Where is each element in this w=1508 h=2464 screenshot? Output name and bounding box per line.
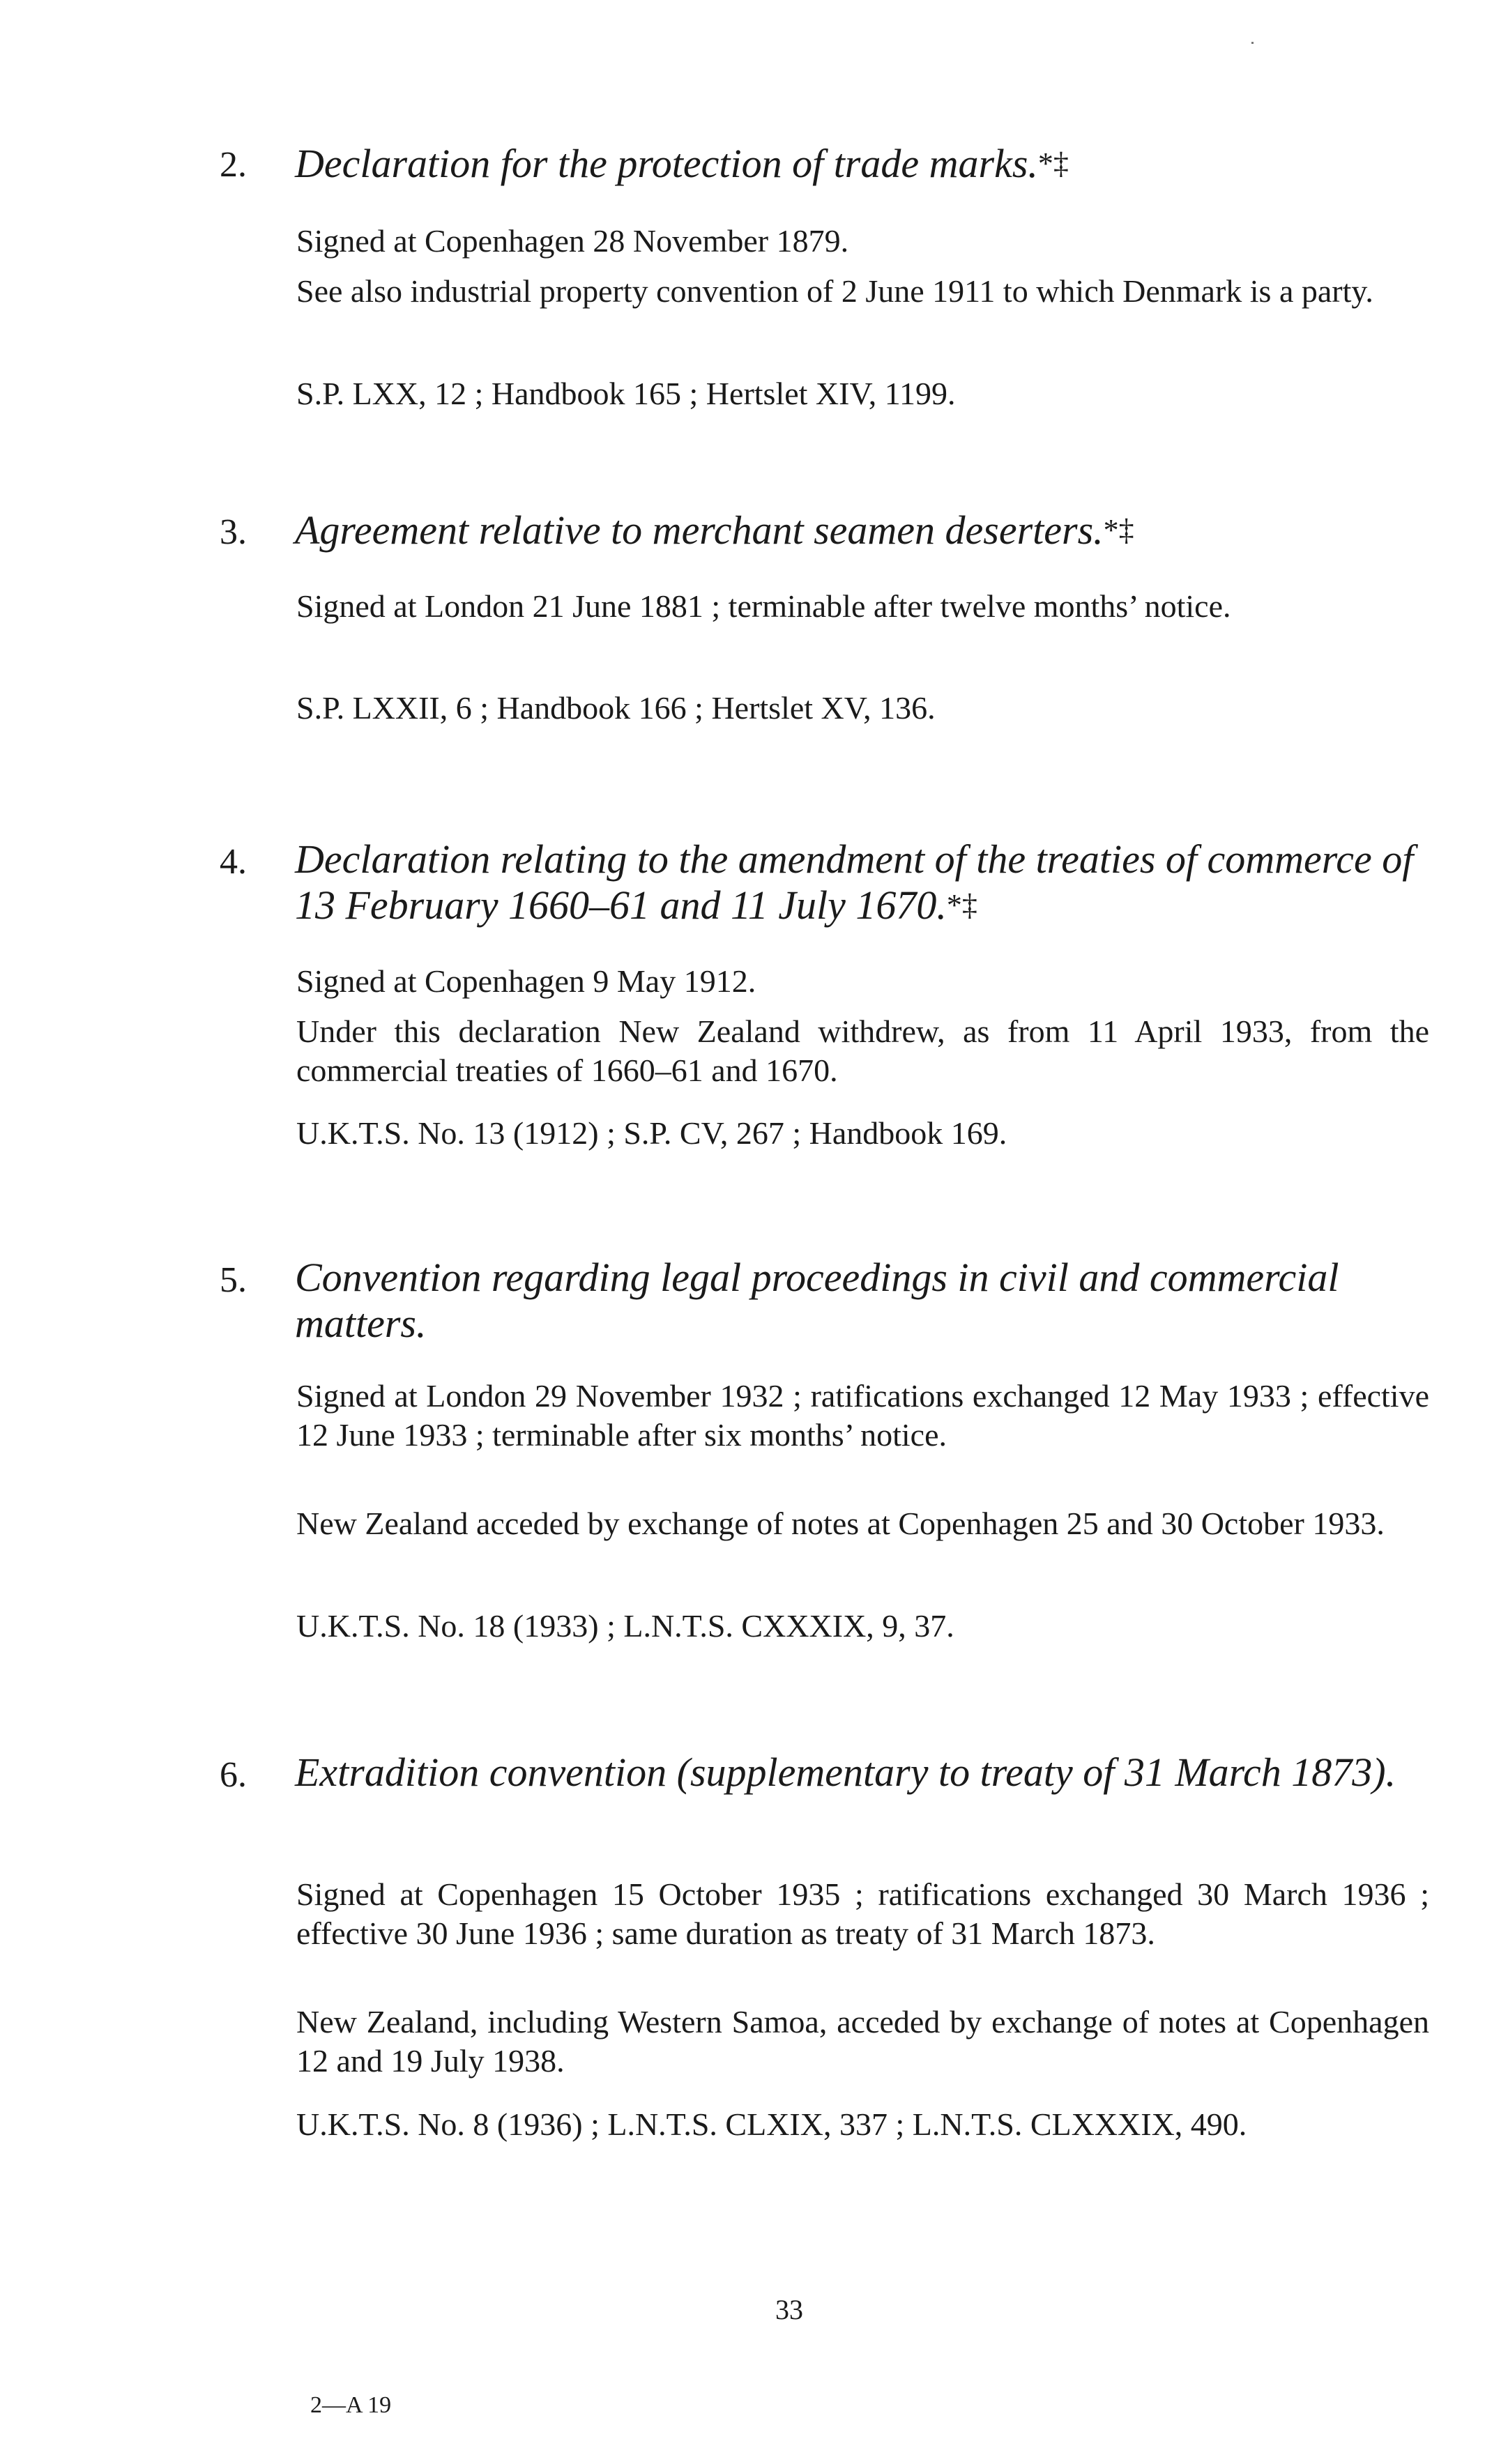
entry-number: 6. bbox=[220, 1755, 247, 1795]
entry-number: 5. bbox=[220, 1260, 247, 1300]
entry-paragraph: Signed at London 29 November 1932 ; ratifications exchanged 12 May 1933 ; effective 12 June 1933 ; terminable after six months’ notice. bbox=[296, 1378, 1429, 1453]
entry-title: Agreement relative to merchant seamen deserters.*‡ bbox=[295, 507, 1134, 553]
entry-paragraph: New Zealand, including Western Samoa, acceded by exchange of notes at Copenhagen 12 and 19 July 1938. bbox=[296, 2004, 1429, 2079]
entry-paragraph: Signed at Copenhagen 9 May 1912. bbox=[296, 963, 756, 999]
entry-number: 4. bbox=[220, 842, 247, 882]
entry-title: Declaration for the protection of trade marks.*‡ bbox=[295, 141, 1069, 186]
entry-reference: U.K.T.S. No. 18 (1933) ; L.N.T.S. CXXXIX, 9, 37. bbox=[296, 1608, 954, 1644]
page-number: 33 bbox=[775, 2294, 803, 2325]
entry-number: 3. bbox=[220, 512, 247, 552]
entry-reference: S.P. LXXII, 6 ; Handbook 166 ; Hertslet XV, 136. bbox=[296, 690, 936, 726]
entry-title: Extradition convention (supplementary to treaty of 31 March 1873). bbox=[295, 1750, 1396, 1795]
entry-paragraph: See also industrial property convention of 2 June 1911 to which Denmark is a party. bbox=[296, 273, 1373, 309]
signature-mark: 2—A 19 bbox=[310, 2392, 392, 2418]
entry-number: 2. bbox=[220, 145, 247, 185]
entry-title: Convention regarding legal proceedings in civil and commercial matters. bbox=[295, 1255, 1339, 1346]
entry-reference: S.P. LXX, 12 ; Handbook 165 ; Hertslet XIV, 1199. bbox=[296, 376, 956, 411]
entry-title: Declaration relating to the amendment of the treaties of commerce of 13 February 1660–61 and 11 July 1670.*‡ bbox=[295, 836, 1414, 928]
entry-paragraph: Signed at London 21 June 1881 ; terminable after twelve months’ notice. bbox=[296, 588, 1231, 624]
entry-reference: U.K.T.S. No. 8 (1936) ; L.N.T.S. CLXIX, 337 ; L.N.T.S. CLXXXIX, 490. bbox=[296, 2106, 1247, 2142]
speck-mark bbox=[1251, 42, 1254, 44]
entry-paragraph: Signed at Copenhagen 15 October 1935 ; ratifications exchanged 30 March 1936 ; effective 30 June 1936 ; same duration as treaty of 31 March 1873. bbox=[296, 1876, 1429, 1951]
entry-paragraph: Signed at Copenhagen 28 November 1879. bbox=[296, 223, 849, 259]
entry-paragraph: Under this declaration New Zealand withdrew, as from 11 April 1933, from the commercial treaties of 1660–61 and 1670. bbox=[296, 1013, 1429, 1088]
entry-reference: U.K.T.S. No. 13 (1912) ; S.P. CV, 267 ; Handbook 169. bbox=[296, 1115, 1007, 1151]
entry-paragraph: New Zealand acceded by exchange of notes at Copenhagen 25 and 30 October 1933. bbox=[296, 1506, 1385, 1541]
